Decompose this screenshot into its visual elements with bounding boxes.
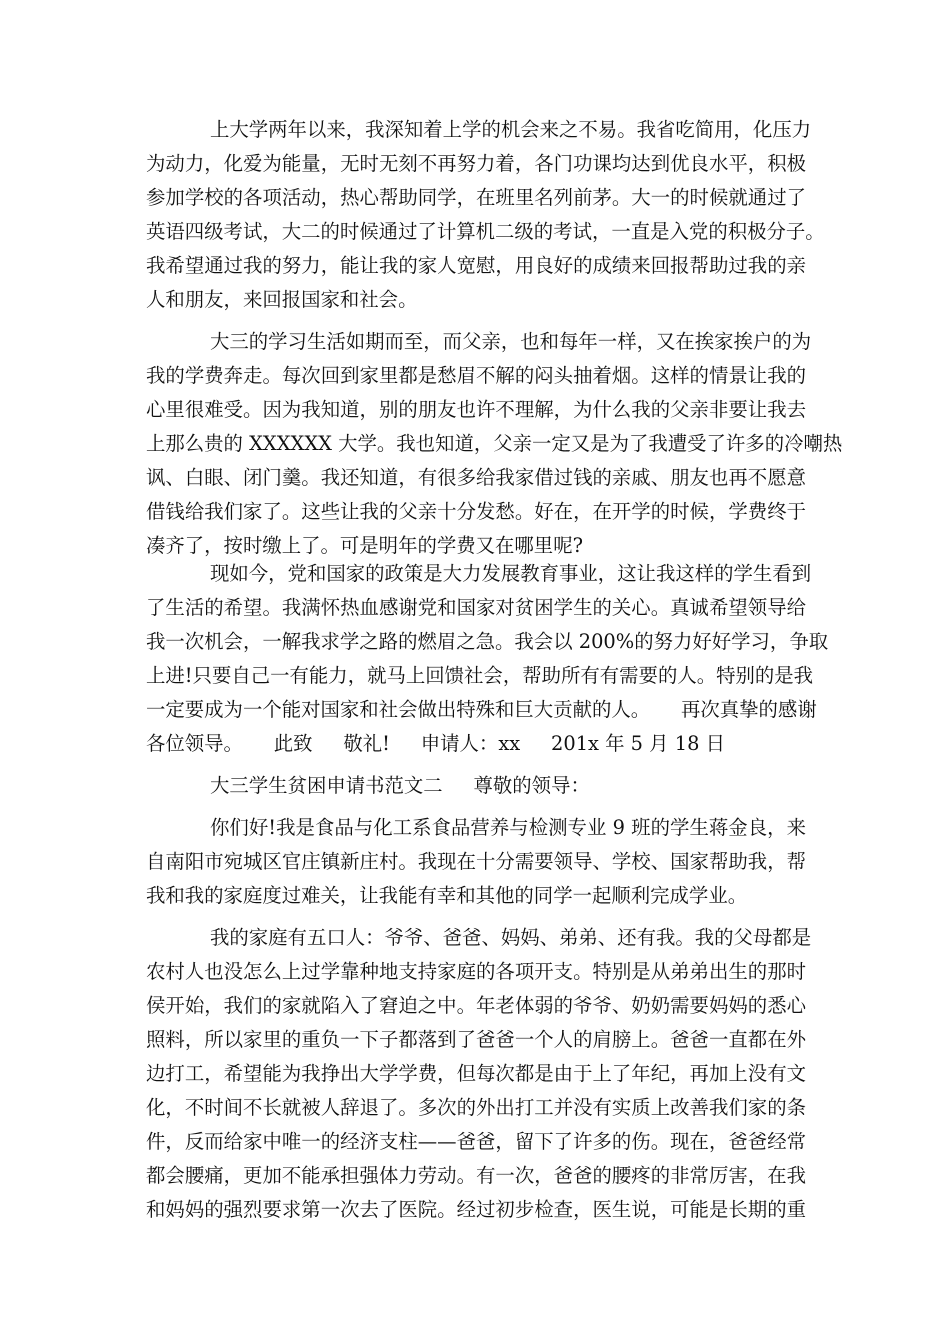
paragraph-6-line-1: 我的家庭有五口人：爷爷、爸爸、妈妈、弟弟、还有我。我的父母都是 xyxy=(210,926,812,949)
paragraph-2-line-4: 上那么贵的 XXXXXX 大学。我也知道，父亲一定又是为了我遭受了许多的冷嘲热 xyxy=(146,432,843,455)
paragraph-3-line-4: 上进!只要自己一有能力，就马上回馈社会，帮助所有有需要的人。特别的是我 xyxy=(146,664,814,687)
signature-line: 各位领导。 此致 敬礼! 申请人：xx 201x 年 5 月 18 日 xyxy=(146,732,725,755)
paragraph-3-line-3: 我一次机会，一解我求学之路的燃眉之急。我会以 200%的努力好好学习，争取 xyxy=(146,630,829,653)
paragraph-1-line-6: 人和朋友，来回报国家和社会。 xyxy=(146,288,418,311)
paragraph-6-line-3: 侯开始，我们的家就陷入了窘迫之中。年老体弱的爷爷、奶奶需要妈妈的悉心 xyxy=(146,994,806,1017)
paragraph-3-line-2: 了生活的希望。我满怀热血感谢党和国家对贫困学生的关心。真诚希望领导给 xyxy=(146,596,806,619)
second-sample-title: 大三学生贫困申请书范文二 尊敬的领导： xyxy=(210,774,590,797)
paragraph-1-line-2: 为动力，化爱为能量，无时无刻不再努力着，各门功课均达到优良水平，积极 xyxy=(146,152,806,175)
paragraph-1-line-5: 我希望通过我的努力，能让我的家人宽慰，用良好的成绩来回报帮助过我的亲 xyxy=(146,254,806,277)
paragraph-3-line-5: 一定要成为一个能对国家和社会做出特殊和巨大贡献的人。 再次真挚的感谢 xyxy=(146,698,817,721)
paragraph-1-line-3: 参加学校的各项活动，热心帮助同学，在班里名列前茅。大一的时候就通过了 xyxy=(146,186,806,209)
paragraph-5-line-2: 自南阳市宛城区官庄镇新庄村。我现在十分需要领导、学校、国家帮助我，帮 xyxy=(146,850,806,873)
paragraph-2-line-6: 借钱给我们家了。这些让我的父亲十分发愁。好在，在开学的时候，学费终于 xyxy=(146,500,806,523)
paragraph-6-line-5: 边打工，希望能为我挣出大学学费，但每次都是由于上了年纪，再加上没有文 xyxy=(146,1062,806,1085)
paragraph-2-line-5: 讽、白眼、闭门羹。我还知道，有很多给我家借过钱的亲戚、朋友也再不愿意 xyxy=(146,466,806,489)
paragraph-2-line-7: 凑齐了，按时缴上了。可是明年的学费又在哪里呢? xyxy=(146,534,583,557)
paragraph-1-line-1: 上大学两年以来，我深知着上学的机会来之不易。我省吃简用，化压力 xyxy=(210,118,812,141)
paragraph-6-line-7: 件，反而给家中唯一的经济支柱——爸爸，留下了许多的伤。现在，爸爸经常 xyxy=(146,1130,806,1153)
paragraph-6-line-2: 农村人也没怎么上过学靠种地支持家庭的各项开支。特别是从弟弟出生的那时 xyxy=(146,960,806,983)
paragraph-3-line-1: 现如今，党和国家的政策是大力发展教育事业，这让我这样的学生看到 xyxy=(210,562,812,585)
paragraph-2-line-3: 心里很难受。因为我知道，别的朋友也许不理解，为什么我的父亲非要让我去 xyxy=(146,398,806,421)
paragraph-2-line-2: 我的学费奔走。每次回到家里都是愁眉不解的闷头抽着烟。这样的情景让我的 xyxy=(146,364,806,387)
paragraph-6-line-6: 化，不时间不长就被人辞退了。多次的外出打工并没有实质上改善我们家的条 xyxy=(146,1096,806,1119)
paragraph-6-line-8: 都会腰痛，更加不能承担强体力劳动。有一次，爸爸的腰疼的非常厉害，在我 xyxy=(146,1164,806,1187)
paragraph-5-line-3: 我和我的家庭度过难关，让我能有幸和其他的同学一起顺利完成学业。 xyxy=(146,884,748,907)
paragraph-5-line-1: 你们好!我是食品与化工系食品营养与检测专业 9 班的学生蒋金良，来 xyxy=(210,816,806,839)
paragraph-2-line-1: 大三的学习生活如期而至，而父亲，也和每年一样，又在挨家挨户的为 xyxy=(210,330,812,353)
paragraph-1-line-4: 英语四级考试，大二的时候通过了计算机二级的考试，一直是入党的积极分子。 xyxy=(146,220,825,243)
paragraph-6-line-9: 和妈妈的强烈要求第一次去了医院。经过初步检查，医生说，可能是长期的重 xyxy=(146,1198,806,1221)
paragraph-6-line-4: 照料，所以家里的重负一下子都落到了爸爸一个人的肩膀上。爸爸一直都在外 xyxy=(146,1028,806,1051)
